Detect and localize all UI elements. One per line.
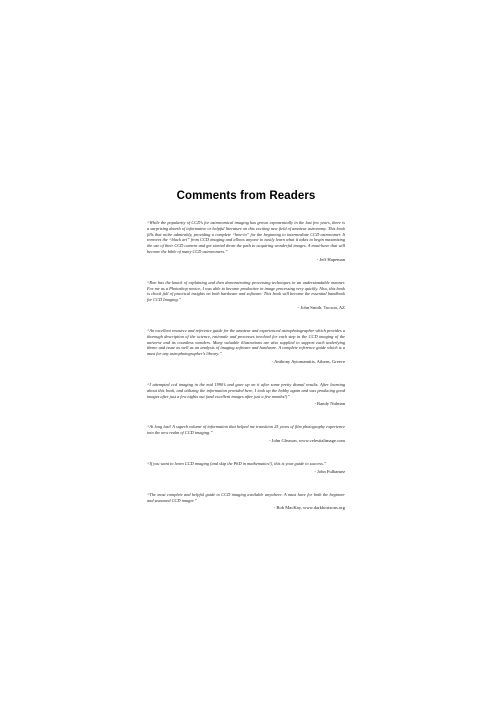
content-column	[147, 190, 345, 528]
page-title: Comments from Readers	[176, 190, 316, 202]
comment-quote: “The most complete and helpful guide to CCD imaging available anywhere. A must have for both the beginner and seasoned CCD imager.”	[147, 491, 345, 503]
comment-author: - Randy Nulman	[314, 401, 345, 407]
comment-author: - Anthony Ayiomamitis, Athens, Greece	[271, 358, 345, 364]
comment-quote: “While the popularity of CCD’s for astronomical imaging has grown exponentially in the last few years, there is a surprising dearth of informative or helpful literature on this exciting new field of amateur astronomy. This book fills that niche admirably, providing a complete “how-to” for the beginning to intermediate CCD astronomer. It removes the “black art” from CCD imaging and allows anyone to easily learn what it takes to begin maximizing the use of their CCD camera and get started down the path to acquiring wonderful images. A must-have that will become the bible of many CCD astronomers.”	[147, 220, 345, 254]
reader-comment	[147, 220, 345, 263]
reader-comment	[147, 492, 345, 512]
reader-comment	[147, 424, 345, 444]
comment-quote: “I attempted ccd imaging in the mid 1990’s and gave up on it after some pretty dismal results. After learning about this book, and utilizing the information provided here, I took up the hobby again and was producing good images after just a few nights out (and excellent images after just a few months!)”	[147, 381, 345, 399]
comment-quote: “At long last! A superb volume of information that helped me transition 25 years of film photography experience into the new realm of CCD imaging.”	[147, 424, 345, 436]
comment-author: - Bob MacKay, www.darkhorizons.org	[273, 505, 345, 511]
comment-quote: “If you want to learn CCD imaging (and skip the PhD in mathematics!), this is your guide to success.”	[147, 460, 327, 466]
comment-author: - John Smith, Tucson, AZ	[297, 304, 345, 310]
reader-comment	[147, 280, 345, 311]
reader-comment	[147, 461, 345, 475]
reader-comment	[147, 328, 345, 365]
comment-quote: “An excellent resource and reference guide for the amateur and experienced astrophotographer which provides a thorough description of the science, rationale and processes involved for each step in the CCD imaging of the universe and its countless wonders. Many valuable illustrations are also supplied to support each underlying theme and issue as well as an analysis of imaging software and hardware. A complete reference guide which is a must for any astrophotographer’s library.”	[147, 327, 345, 357]
comment-quote: “Ron has the knack of explaining and then demonstrating processing techniques in an understandable manner. For me as a Photoshop novice, I was able to become productive in image processing very quickly. Also, this book is chock full of practical insights on both hardware and software. This book will become the essential handbook for CCD Imaging.”	[147, 279, 345, 303]
reader-comment	[147, 382, 345, 407]
comment-author: - John Fulbamez	[314, 468, 345, 474]
comment-author: - Jeff Hapeman	[316, 256, 345, 262]
comment-author: - John Gleason, www.celestialimage.com	[269, 437, 345, 443]
